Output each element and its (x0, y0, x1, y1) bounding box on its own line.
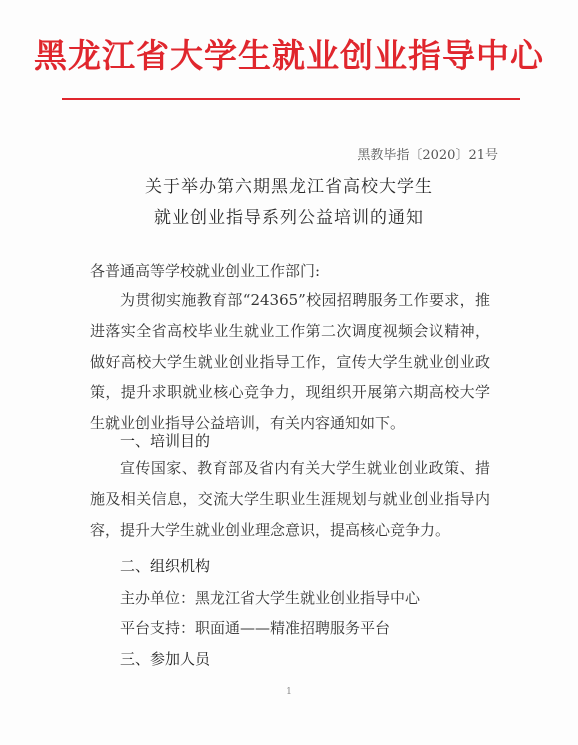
purpose-paragraph: 宣传国家、教育部及省内有关大学生就业创业政策、措施及相关信息，交流大学生职业生涯规划与就业创业指导内容，提升大学生就业创业理念意识，提高核心竞争力。 (90, 459, 490, 539)
page-number: 1 (286, 687, 292, 697)
intro-paragraph: 为贯彻实施教育部“24365”校园招聘服务工作要求，推进落实全省高校毕业生就业工作第二次调度视频会议精神，做好高校大学生就业创业指导工作，宣传大学生就业创业政策，提升求职就业核心竞争力，现组织开展第六期高校大学生就业创业指导公益培训，有关内容通知如下。 (90, 291, 490, 433)
section-heading-participants: 三、参加人员 (120, 650, 211, 668)
document-title-line-2: 就业创业指导系列公益培训的通知 (154, 208, 424, 228)
salutation: 各普通高等学校就业创业工作部门: (90, 262, 321, 280)
header-red-rule (62, 98, 520, 100)
document-title-line-1: 关于举办第六期黑龙江省高校大学生 (145, 177, 433, 197)
platform-line: 平台支持：职面通——精准招聘服务平台 (120, 619, 391, 637)
document-number: 黑教毕指〔2020〕21号 (357, 148, 498, 163)
section-heading-purpose: 一、培训目的 (120, 432, 211, 450)
section-heading-organization: 二、组织机构 (120, 557, 211, 575)
organizer-line: 主办单位：黑龙江省大学生就业创业指导中心 (120, 589, 421, 607)
org-header-title: 黑龙江省大学生就业创业指导中心 (34, 36, 544, 75)
